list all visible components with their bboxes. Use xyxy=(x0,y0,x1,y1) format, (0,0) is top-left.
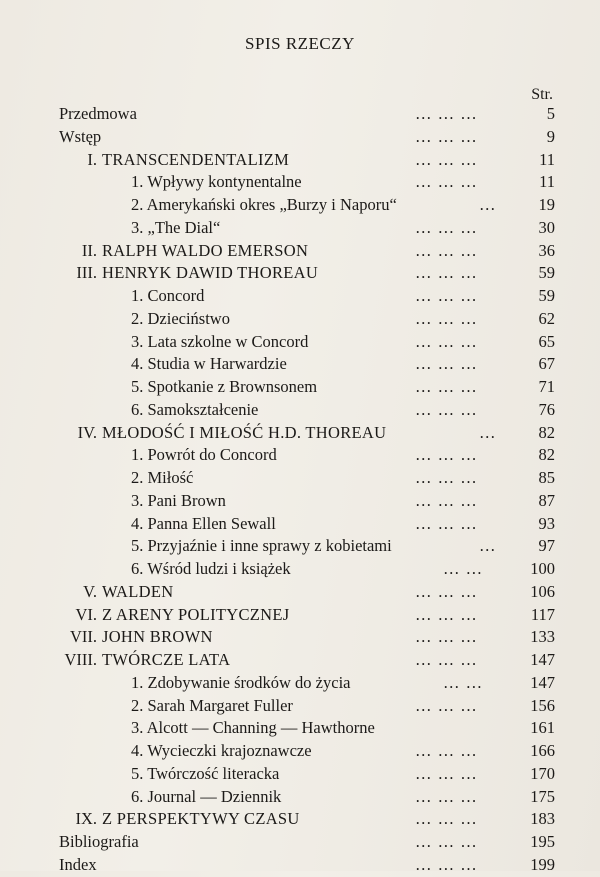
toc-entry-label: JOHN BROWN xyxy=(102,627,213,647)
toc-entry xyxy=(59,535,555,558)
toc-entry-leader-dots: … … … xyxy=(415,354,478,374)
toc-entry-leader-dots: … … … xyxy=(415,604,478,624)
toc-entry-label: 4. Wycieczki krajoznawcze xyxy=(131,741,312,760)
page-column-label: Str. xyxy=(531,86,553,103)
toc-entry xyxy=(59,444,555,467)
toc-entry-label: 5. Twórczość literacka xyxy=(131,763,280,783)
toc-entry-page-number: 170 xyxy=(530,763,555,783)
toc-entry-page-number: 30 xyxy=(538,217,555,237)
toc-entry-page-number: 76 xyxy=(538,399,555,419)
toc-entry-leader-dots: … … … xyxy=(415,786,478,806)
toc-entry-label: Wstęp xyxy=(59,126,102,146)
toc-entry-leader-dots: … … xyxy=(443,559,484,578)
toc-entry xyxy=(59,672,555,695)
toc-entry-number: II. xyxy=(81,240,97,260)
toc-entry-leader-dots: … … … xyxy=(415,263,478,283)
toc-entry xyxy=(59,558,555,581)
toc-entry-number: III. xyxy=(76,263,97,283)
toc-entry-page-number: 93 xyxy=(538,513,555,533)
toc-entry-label: 2. Miłość xyxy=(131,468,194,487)
toc-entry xyxy=(59,399,555,422)
toc-entry xyxy=(59,353,555,376)
toc-entry xyxy=(59,695,555,718)
toc-entry xyxy=(59,240,555,263)
toc-entry xyxy=(59,763,555,786)
toc-entry-number: IX. xyxy=(75,809,97,829)
toc-entry xyxy=(59,604,555,627)
toc-entry-label: 2. Dzieciństwo xyxy=(131,308,230,328)
toc-entry-page-number: 62 xyxy=(538,308,555,328)
toc-entry-page-number: 5 xyxy=(546,104,555,123)
toc-entry-label: HENRYK DAWID THOREAU xyxy=(102,263,319,283)
toc-entry-leader-dots: … … … xyxy=(415,126,478,146)
toc-entry-label: 5. Spotkanie z Brownsonem xyxy=(131,377,318,396)
toc-entry-number: VI. xyxy=(75,604,97,624)
toc-entry-page-number: 59 xyxy=(538,286,555,305)
toc-entry-leader-dots: … … … xyxy=(415,377,478,396)
toc-entry-page-number: 147 xyxy=(530,672,555,692)
toc-entry-leader-dots: … xyxy=(479,195,497,214)
toc-entry-page-number: 87 xyxy=(538,490,555,510)
toc-entry-leader-dots: … … … xyxy=(415,468,478,487)
toc-entry-page-number: 199 xyxy=(530,854,555,874)
toc-entry-label: 6. Wśród ludzi i książek xyxy=(131,559,291,578)
toc-entry-label: TRANSCENDENTALIZM xyxy=(102,149,290,169)
toc-entry-leader-dots: … … … xyxy=(415,809,478,829)
toc-entry-label: Z PERSPEKTYWY CZASU xyxy=(102,809,300,829)
toc-entry-label: 2. Amerykański okres „Burzy i Naporu“ xyxy=(131,195,397,214)
toc-entry-leader-dots: … … … xyxy=(415,240,478,260)
toc-entry-label: Bibliografia xyxy=(59,832,139,851)
toc-entry-label: WALDEN xyxy=(102,581,174,601)
toc-entry-page-number: 71 xyxy=(538,377,555,396)
toc-entry-number: VIII. xyxy=(64,650,97,669)
toc-entry-label: 6. Samokształcenie xyxy=(131,399,259,419)
toc-entry-leader-dots: … … … xyxy=(415,832,478,851)
toc-entry xyxy=(59,103,555,126)
toc-entry xyxy=(59,171,555,194)
toc-entry xyxy=(59,626,555,649)
toc-entry-leader-dots: … … … xyxy=(415,286,478,305)
toc-entry xyxy=(59,126,555,149)
toc-entry-leader-dots: … … … xyxy=(415,581,478,601)
toc-entry xyxy=(59,581,555,604)
toc-entry xyxy=(59,262,555,285)
toc-entry-page-number: 161 xyxy=(530,718,555,738)
toc-entry-number: I. xyxy=(87,149,97,169)
toc-entry xyxy=(59,854,555,877)
page-title: SPIS RZECZY xyxy=(245,34,355,53)
toc-entry-leader-dots: … … … xyxy=(415,149,478,169)
toc-entry-page-number: 11 xyxy=(539,172,555,192)
toc-entry-label: 3. Lata szkolne w Concord xyxy=(131,331,309,351)
toc-entry-label: 1. Concord xyxy=(131,286,205,305)
toc-entry-leader-dots: … … … xyxy=(415,217,478,237)
toc-entry-leader-dots: … … … xyxy=(415,331,478,351)
table-of-contents xyxy=(59,103,555,877)
toc-entry-page-number: 166 xyxy=(530,741,555,760)
toc-entry-label: 1. Powrót do Concord xyxy=(131,445,277,465)
toc-entry xyxy=(59,808,555,831)
toc-entry-number: V. xyxy=(83,581,97,601)
toc-entry xyxy=(59,786,555,809)
toc-entry xyxy=(59,717,555,740)
toc-entry-label: 3. Alcott — Channing — Hawthorne xyxy=(131,718,375,738)
toc-entry-label: MŁODOŚĆ I MIŁOŚĆ H.D. THOREAU xyxy=(102,422,387,442)
toc-entry xyxy=(59,308,555,331)
toc-entry-label: 2. Sarah Margaret Fuller xyxy=(131,695,293,715)
toc-entry-page-number: 195 xyxy=(530,832,555,851)
toc-entry-page-number: 100 xyxy=(530,559,555,578)
toc-entry xyxy=(59,649,555,672)
toc-entry-page-number: 65 xyxy=(538,331,555,351)
toc-entry-label: Przedmowa xyxy=(59,104,137,123)
toc-entry-leader-dots: … … … xyxy=(415,763,478,783)
toc-entry-label: Index xyxy=(59,854,97,874)
toc-entry-page-number: 133 xyxy=(530,627,555,647)
toc-entry-label: RALPH WALDO EMERSON xyxy=(102,240,309,260)
toc-entry-page-number: 183 xyxy=(530,809,555,829)
toc-entry-leader-dots: … xyxy=(479,536,497,556)
toc-entry-label: 6. Journal — Dziennik xyxy=(131,786,282,806)
toc-entry-label: 4. Studia w Harwardzie xyxy=(131,354,287,374)
toc-entry-page-number: 106 xyxy=(530,581,555,601)
toc-entry-page-number: 11 xyxy=(539,149,555,169)
toc-entry-label: 3. Pani Brown xyxy=(131,490,226,510)
toc-entry-number: VII. xyxy=(69,627,97,647)
toc-entry xyxy=(59,831,555,854)
toc-entry xyxy=(59,513,555,536)
toc-entry-number: IV. xyxy=(77,422,97,442)
toc-entry xyxy=(59,285,555,308)
toc-entry-leader-dots: … … … xyxy=(415,172,478,192)
toc-entry-leader-dots: … … … xyxy=(415,741,478,760)
toc-entry xyxy=(59,149,555,172)
toc-entry-leader-dots: … … … xyxy=(415,104,478,123)
toc-entry-leader-dots: … … … xyxy=(415,695,478,715)
toc-entry xyxy=(59,194,555,217)
toc-entry xyxy=(59,376,555,399)
toc-entry xyxy=(59,740,555,763)
toc-entry-leader-dots: … … … xyxy=(415,854,478,874)
toc-entry-label: 5. Przyjaźnie i inne sprawy z kobietami xyxy=(131,536,392,556)
toc-entry-page-number: 67 xyxy=(538,354,555,374)
toc-entry-label: TWÓRCZE LATA xyxy=(102,650,231,669)
toc-entry-leader-dots: … … … xyxy=(415,627,478,647)
toc-entry-leader-dots: … … … xyxy=(415,650,478,669)
toc-entry-label: 1. Wpływy kontynentalne xyxy=(131,172,302,192)
toc-entry-page-number: 82 xyxy=(538,445,555,465)
toc-entry-label: 1. Zdobywanie środków do życia xyxy=(131,672,351,692)
toc-entry-leader-dots: … … … xyxy=(415,399,478,419)
toc-entry-leader-dots: … … … xyxy=(415,445,478,465)
toc-entry-page-number: 82 xyxy=(538,422,555,442)
toc-entry xyxy=(59,331,555,354)
toc-entry-page-number: 19 xyxy=(538,195,555,214)
toc-entry-page-number: 97 xyxy=(538,536,555,556)
toc-entry-label: Z ARENY POLITYCZNEJ xyxy=(102,604,290,624)
toc-entry-leader-dots: … … … xyxy=(415,308,478,328)
toc-entry-label: 3. „The Dial“ xyxy=(131,217,221,237)
toc-entry-page-number: 85 xyxy=(538,468,555,487)
toc-entry xyxy=(59,217,555,240)
toc-entry-page-number: 175 xyxy=(530,786,555,806)
toc-entry-page-number: 156 xyxy=(530,695,555,715)
toc-entry-page-number: 147 xyxy=(530,650,555,669)
toc-entry-page-number: 9 xyxy=(546,126,555,146)
toc-entry xyxy=(59,422,555,445)
toc-entry xyxy=(59,490,555,513)
toc-entry-leader-dots: … … … xyxy=(415,490,478,510)
toc-entry-leader-dots: … … … xyxy=(415,513,478,533)
toc-entry-page-number: 59 xyxy=(538,263,555,283)
toc-entry-leader-dots: … xyxy=(479,422,497,442)
toc-entry-leader-dots: … … xyxy=(443,672,484,692)
toc-entry-page-number: 117 xyxy=(530,604,555,624)
toc-entry-label: 4. Panna Ellen Sewall xyxy=(131,513,276,533)
toc-entry xyxy=(59,467,555,490)
toc-entry-page-number: 36 xyxy=(538,240,555,260)
